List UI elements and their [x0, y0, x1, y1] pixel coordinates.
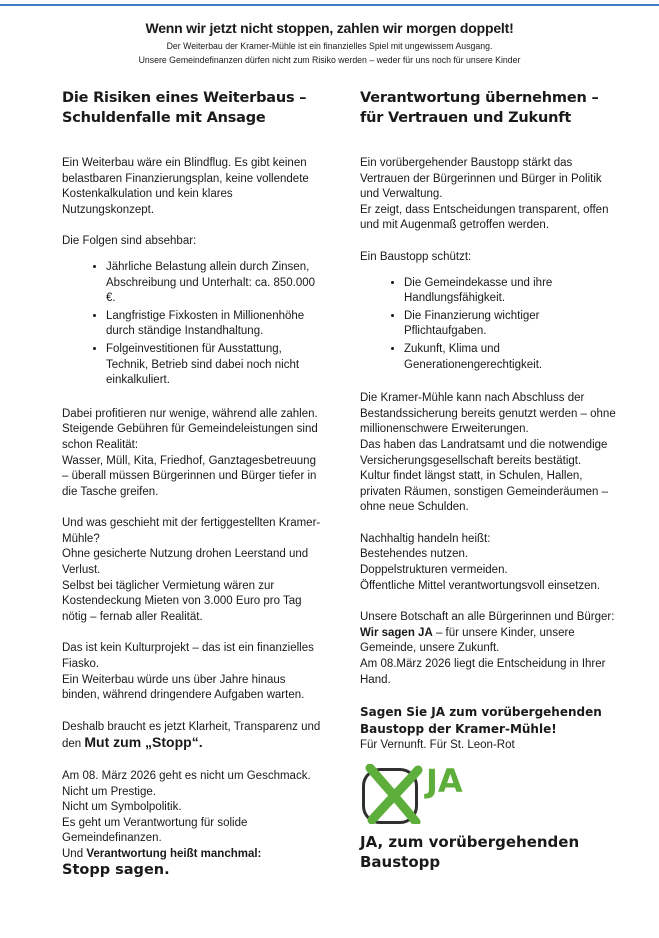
left-title: Die Risiken eines Weiterbaus – Schuldenfalle mit Ansage	[62, 90, 307, 126]
text: Und	[62, 847, 84, 860]
paragraph: Doppelstrukturen vermeiden.	[360, 564, 508, 577]
paragraph: Ein Baustopp schützt:	[360, 250, 472, 263]
list-item: • Folgeinvestitionen für Ausstattung, Technik, Betrieb sind dabei noch nicht einkalkuliert.	[106, 342, 324, 389]
paragraph: Ein Weiterbau wäre ein Blindflug. Es gibt keinen belastbaren Finanzierungsplan, keine vollendete Kostenkalkulation und kein klares Nutzungskonzept.	[62, 157, 309, 216]
logo-ja-text: JA	[426, 761, 463, 800]
right-column	[360, 88, 622, 872]
paragraph: Am 08.März 2026 liegt die Entscheidung in Ihrer Hand.	[360, 658, 606, 686]
paragraph: Wasser, Müll, Kita, Friedhof, Ganztagesbetreuung – überall müssen Bürgerinnen und Bürger tiefer in die Tasche greifen.	[62, 454, 317, 498]
paragraph: Ohne gesicherte Nutzung drohen Leerstand und Verlust.	[62, 548, 309, 577]
paragraph	[62, 720, 324, 753]
flyer-header	[0, 20, 659, 68]
paragraph: Nicht um Symbolpolitik.	[62, 801, 182, 814]
final-slogan: JA, zum vorübergehenden Baustopp	[360, 832, 580, 871]
list-item: • Die Gemeindekasse und ihre Handlungsfähigkeit.	[404, 276, 622, 307]
paragraph: Bestehendes nutzen.	[360, 548, 469, 561]
subheadline-1: Der Weiterbau der Kramer-Mühle ist ein finanzielles Spiel mit ungewissem Ausgang.	[166, 41, 493, 52]
paragraph: Kultur findet längst statt, in Schulen, Hallen, privaten Räumen, sonstigen Gemeinderäumen – ohne neue Schulden.	[360, 470, 609, 514]
paragraph	[360, 626, 622, 657]
left-column	[62, 88, 324, 878]
risk-list	[62, 260, 324, 389]
list-item: • Langfristige Fixkosten in Millionenhöhe durch ständige Instandhaltung.	[106, 309, 324, 340]
paragraph: Öffentliche Mittel verantwortungsvoll einsetzen.	[360, 579, 601, 592]
paragraph: Nicht um Prestige.	[62, 785, 156, 798]
paragraph: Steigende Gebühren für Gemeindeleistungen sind schon Realität:	[62, 423, 318, 451]
list-item: • Die Finanzierung wichtiger Pflichtaufgaben.	[404, 309, 622, 340]
headline: Wenn wir jetzt nicht stoppen, zahlen wir morgen doppelt!	[145, 20, 514, 36]
list-item: • Jährliche Belastung allein durch Zinsen, Abschreibung und Unterhalt: ca. 850.000 €.	[106, 260, 324, 307]
cross-mark-icon	[364, 764, 424, 824]
ja-logo	[362, 761, 492, 828]
paragraph: Die Kramer-Mühle kann nach Abschluss der Bestandssicherung bereits genutzt werden – ohne millionenschwere Erweiterungen.	[360, 392, 616, 436]
emphasis: Mut zum „Stopp“.	[84, 734, 203, 751]
paragraph: Selbst bei täglicher Vermietung wären zur Kostendeckung Mieten von 3.000 Euro pro Tag nötig – fernab aller Realität.	[62, 579, 302, 623]
stopp-statement: Stopp sagen.	[62, 861, 170, 878]
paragraph: Ein Weiterbau würde uns über Jahre hinaus binden, während dringendere Aufgaben warten.	[62, 673, 305, 702]
paragraph: Das haben das Landratsamt und die notwendige Versicherungsgesellschaft bereits bestätigt.	[360, 438, 608, 467]
paragraph: Es geht um Verantwortung für solide Gemeindefinanzen.	[62, 816, 248, 845]
text: – für unsere Kinder, unsere Gemeinde, unsere Zukunft.	[360, 626, 575, 655]
emphasis: Verantwortung heißt manchmal:	[86, 847, 262, 860]
paragraph	[62, 847, 324, 863]
paragraph: Dabei profitieren nur wenige, während alle zahlen.	[62, 407, 318, 420]
paragraph: Das ist kein Kulturprojekt – das ist ein finanzielles Fiasko.	[62, 642, 314, 671]
subheadline-2: Unsere Gemeindefinanzen dürfen nicht zum Risiko werden – weder für uns noch für unsere Kinder	[138, 55, 521, 66]
paragraph: Ein vorübergehender Baustopp stärkt das Vertrauen der Bürgerinnen und Bürger in Politik und Verwaltung.	[360, 157, 602, 201]
text: Deshalb braucht es jetzt Klarheit, Transparenz und den	[62, 720, 321, 751]
emphasis: Wir sagen JA	[360, 626, 433, 639]
list-item: • Zukunft, Klima und Generationengerechtigkeit.	[404, 342, 622, 373]
protect-list	[360, 276, 622, 374]
call-to-action: Sagen Sie JA zum vorübergehenden Baustopp der Kramer-Mühle!	[360, 705, 602, 737]
right-title: Verantwortung übernehmen – für Vertrauen und Zukunft	[360, 90, 599, 126]
paragraph: Die Folgen sind absehbar:	[62, 235, 197, 248]
paragraph: Am 08. März 2026 geht es nicht um Geschmack.	[62, 770, 311, 782]
claim: Für Vernunft. Für St. Leon-Rot	[360, 739, 515, 752]
paragraph: Unsere Botschaft an alle Bürgerinnen und Bürger:	[360, 611, 615, 624]
paragraph: Und was geschieht mit der fertiggestellten Kramer-Mühle?	[62, 517, 321, 545]
top-rule	[0, 4, 659, 6]
paragraph: Nachhaltig handeln heißt:	[360, 532, 491, 545]
paragraph: Er zeigt, dass Entscheidungen transparent, offen und mit Augenmaß getroffen werden.	[360, 203, 609, 232]
